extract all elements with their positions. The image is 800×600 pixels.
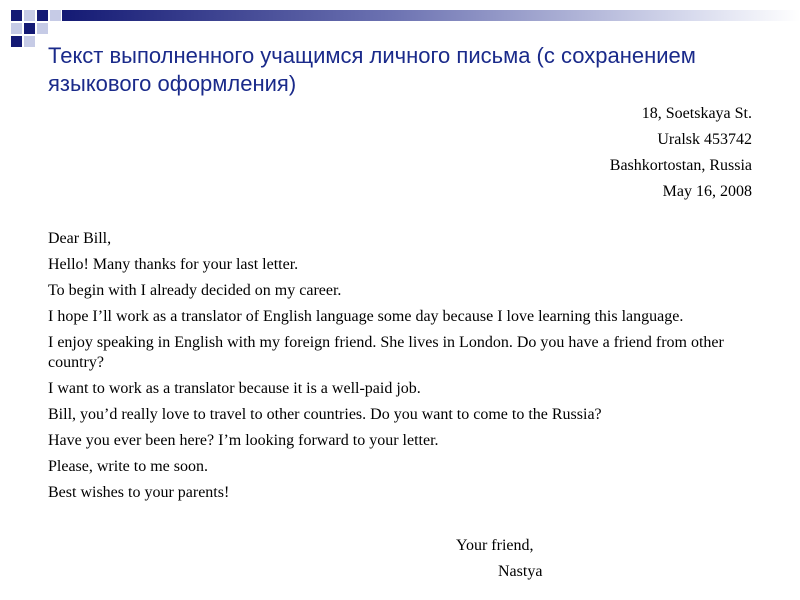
header-gradient-bar [62,10,800,21]
header-square [37,23,48,34]
letter-greeting: Dear Bill, [48,230,112,247]
header-square [37,10,48,21]
header-square [24,36,35,47]
letter-paragraph: I hope I’ll work as a translator of English language some day because I love learning this language. [48,308,684,325]
header-square [50,10,61,21]
address-line: 18, Soetskaya St. [641,105,752,122]
slide-title: Текст выполненного учащимся личного письма (с сохранением языкового оформления) [48,43,696,96]
letter-paragraph: Best wishes to your parents! [48,484,230,501]
letter-paragraph: Bill, you’d really love to travel to other countries. Do you want to come to the Russia? [48,406,602,423]
header-square [11,10,22,21]
closing-phrase: Your friend, [456,537,534,554]
header-square [11,36,22,47]
letter-paragraph: I want to work as a translator because it is a well-paid job. [48,380,421,397]
sender-address [610,101,752,205]
letter-paragraph: I enjoy speaking in English with my foreign friend. She lives in London. Do you have a friend from other country? [48,334,724,371]
header-square [24,10,35,21]
letter-paragraph: To begin with I already decided on my career. [48,282,342,299]
letter-paragraph: Please, write to me soon. [48,458,208,475]
signature: Nastya [498,563,543,580]
header-square [11,23,22,34]
address-line: Uralsk 453742 [657,131,752,148]
letter-paragraph: Hello! Many thanks for your last letter. [48,256,299,273]
header-square [24,23,35,34]
letter-body [48,229,748,509]
letter-closing [456,533,542,585]
letter-paragraph: Have you ever been here? I’m looking forward to your letter. [48,432,439,449]
address-line: Bashkortostan, Russia [609,157,752,174]
letter-date: May 16, 2008 [662,183,752,200]
